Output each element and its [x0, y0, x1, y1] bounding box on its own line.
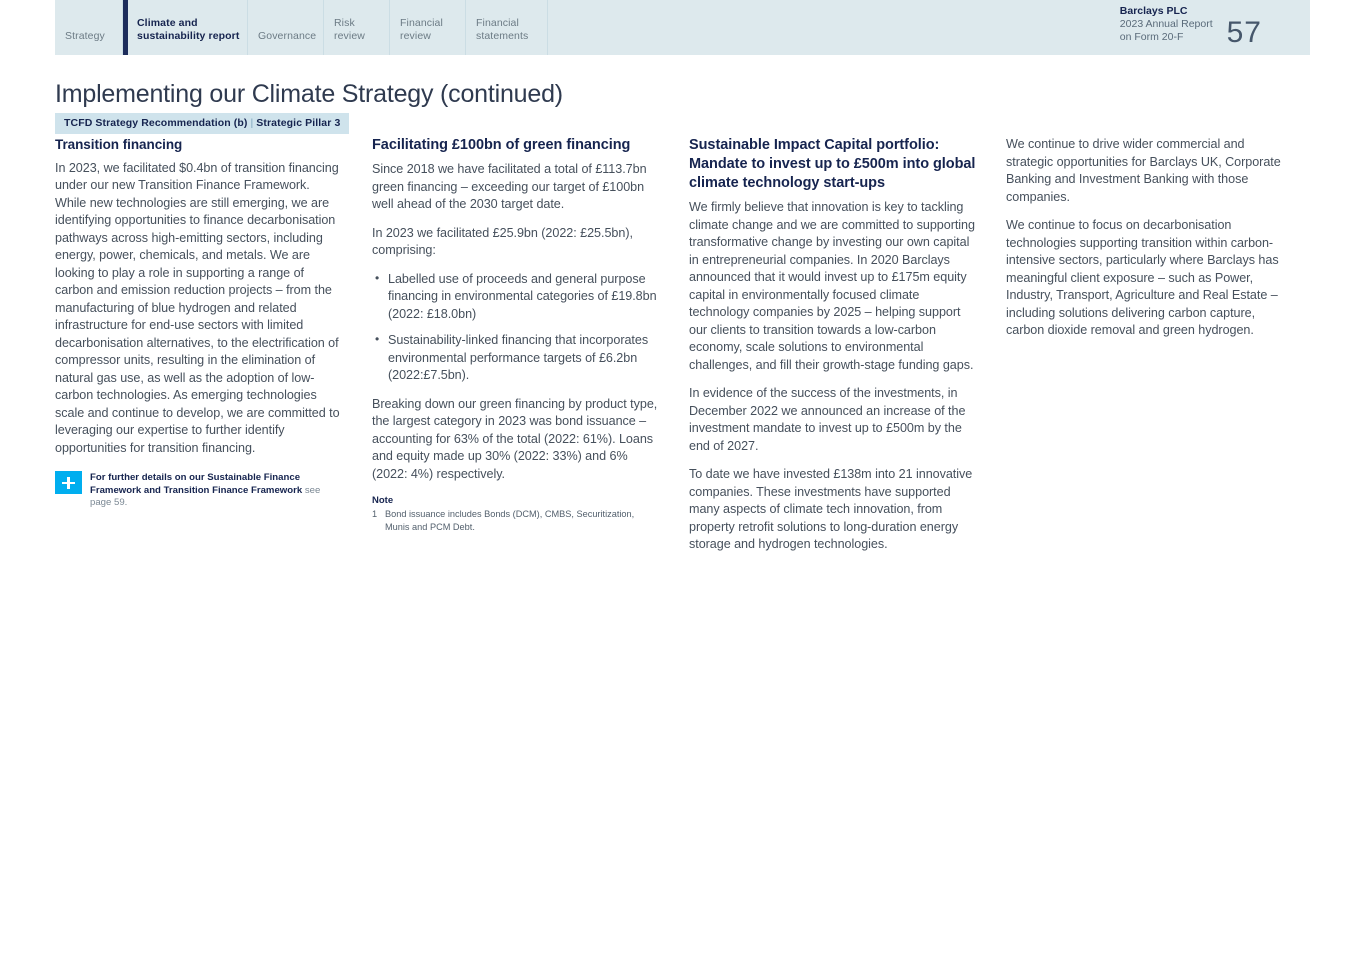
nav-tab-label — [334, 17, 365, 42]
paragraph: In 2023 we facilitated £25.9bn (2022: £25.5bn), comprising: — [372, 225, 633, 257]
column-green-financing — [372, 136, 660, 565]
nav-tab-financial-statements[interactable] — [466, 0, 548, 55]
nav-tabs — [55, 0, 548, 55]
nav-tab-line1: Financial — [400, 17, 443, 29]
column-heading: Facilitating £100bn of green financing — [372, 137, 631, 153]
tcfd-badge-separator: | — [250, 117, 254, 129]
paragraph: In 2023, we facilitated $0.4bn of transition financing under our new Transition Finance Framework. While new technologies are still emerging, we are identifying opportunities to finance decarbonisation pathways across high-emitting sectors, including energy, power, chemicals, and metals. We are looking to play a role in supporting a range of carbon and emission reduction projects – from the manufacturing of blue hydrogen and related infrastructure for end-use sectors with limited decarbonisation alternatives, to the electrification of compressor units, resulting in the elimination of natural gas use, as well as the adoption of low-carbon technologies. As emerging technologies scale and continue to develop, we are committed to leveraging our expertise to further identify opportunities for transition financing. — [55, 160, 340, 455]
content-columns — [55, 136, 1310, 565]
report-company: Barclays PLC — [1119, 5, 1188, 17]
list-item: • Sustainability-linked financing that incorporates environmental performance targets of £6.2bn (2022:£7.5bn). — [372, 332, 660, 385]
nav-tab-line1: Financial — [476, 17, 519, 29]
paragraph: We firmly believe that innovation is key to tackling climate change and we are committed to supporting transformative change by investing our own capital in entrepreneurial companies. In 2020 Barclays announced that it would invest up to £175m equity capital in environmentally focused climate technology companies by 2025 – helping support our clients to transition towards a low-carbon economy, scale solutions to environmental challenges, and fill their growth-stage funding gaps. — [689, 200, 975, 372]
nav-tab-line1: Strategy — [65, 29, 105, 42]
paragraph: To date we have invested £138m into 21 innovative companies. These investments have supported many aspects of climate tech innovation, from property retrofit solutions to long-duration energy storage and hydrogen technologies. — [689, 467, 973, 551]
nav-spacer — [548, 0, 1120, 55]
nav-tab-line2: sustainability report — [137, 29, 240, 42]
report-name: 2023 Annual Report — [1119, 18, 1213, 30]
report-meta — [1120, 5, 1213, 44]
nav-tab-line1: Climate and — [137, 17, 198, 29]
callout-link-text[interactable]: see page 59. — [90, 484, 321, 508]
paragraph: Breaking down our green financing by product type, the largest category in 2023 was bond issuance – accounting for 63% of the total (2022: 61%). Loans and equity made up 30% (2022: 33%) and 6% (2022: 4%) respectively. — [372, 396, 658, 481]
paragraph: Since 2018 we have facilitated a total of £113.7bn green financing – exceeding our target of £100bn well ahead of the 2030 target date. — [372, 162, 647, 211]
nav-tab-line2: review — [400, 29, 431, 42]
note-title: Note — [372, 495, 394, 506]
plus-icon — [55, 471, 82, 494]
tcfd-badge-recommendation: TCFD Strategy Recommendation (b) — [64, 117, 248, 129]
column-transition-financing — [55, 136, 343, 565]
list-item: • Labelled use of proceeds and general purpose financing in environmental categories of £19.8bn (2022: £18.0bn) — [372, 271, 660, 324]
nav-tab-label — [137, 17, 239, 42]
callout-sustainable-finance-framework[interactable] — [55, 471, 343, 510]
plus-icon-vertical — [67, 477, 70, 490]
paragraph: We continue to focus on decarbonisation technologies supporting transition within carbon-intensive sectors, particularly where Barclays has meaningful client exposure – such as Power, Industry, Transport, Agriculture and Real Estate – including solutions delivering carbon capture, carbon dioxide removal and green hydrogen. — [1006, 218, 1279, 337]
tcfd-badge-pillar: Strategic Pillar 3 — [256, 117, 341, 129]
nav-tab-financial-review[interactable] — [390, 0, 466, 55]
nav-tab-label — [65, 30, 105, 43]
paragraph: We continue to drive wider commercial and strategic opportunities for Barclays UK, Corporate Banking and Investment Banking with those companies. — [1006, 137, 1281, 204]
nav-tab-line1: Risk — [334, 17, 355, 29]
callout-bold-text: For further details on our Sustainable Finance Framework and Transition Finance Framework — [90, 472, 303, 496]
nav-tab-label — [476, 17, 528, 42]
column-commercial-opportunities — [1006, 136, 1294, 565]
callout-text — [90, 471, 343, 510]
note-block — [372, 494, 660, 533]
note-text: Bond issuance includes Bonds (DCM), CMBS, Securitization, Munis and PCM Debt. — [385, 509, 635, 532]
column-heading: Transition financing — [55, 137, 183, 152]
bullet-list — [372, 271, 660, 385]
nav-tab-line2: review — [334, 29, 365, 42]
column-sustainable-impact-capital — [689, 136, 977, 565]
note-item — [372, 508, 660, 533]
nav-tab-climate-and-sustainability-report[interactable] — [123, 0, 248, 55]
nav-tab-strategy[interactable] — [55, 0, 123, 55]
report-form: on Form 20-F — [1119, 31, 1184, 43]
column-heading: Sustainable Impact Capital portfolio: Mandate to invest up to £500m into global climate technology start-ups — [689, 137, 976, 191]
tcfd-badge — [55, 113, 349, 134]
header-report-info — [1120, 0, 1310, 55]
page-title: Implementing our Climate Strategy (continued) — [55, 79, 563, 108]
nav-tab-label — [400, 17, 443, 42]
nav-tab-governance[interactable] — [248, 0, 324, 55]
nav-tab-label — [258, 30, 316, 43]
header-nav-bar — [55, 0, 1310, 55]
paragraph: In evidence of the success of the investments, in December 2022 we announced an increase of the investment mandate to invest up to £500m by the end of 2027. — [689, 386, 966, 453]
nav-tab-line1: Governance — [258, 29, 317, 42]
page-number: 57 — [1226, 16, 1262, 49]
nav-tab-line2: statements — [476, 29, 529, 42]
nav-tab-risk-review[interactable] — [324, 0, 390, 55]
note-number: 1 — [372, 509, 378, 519]
